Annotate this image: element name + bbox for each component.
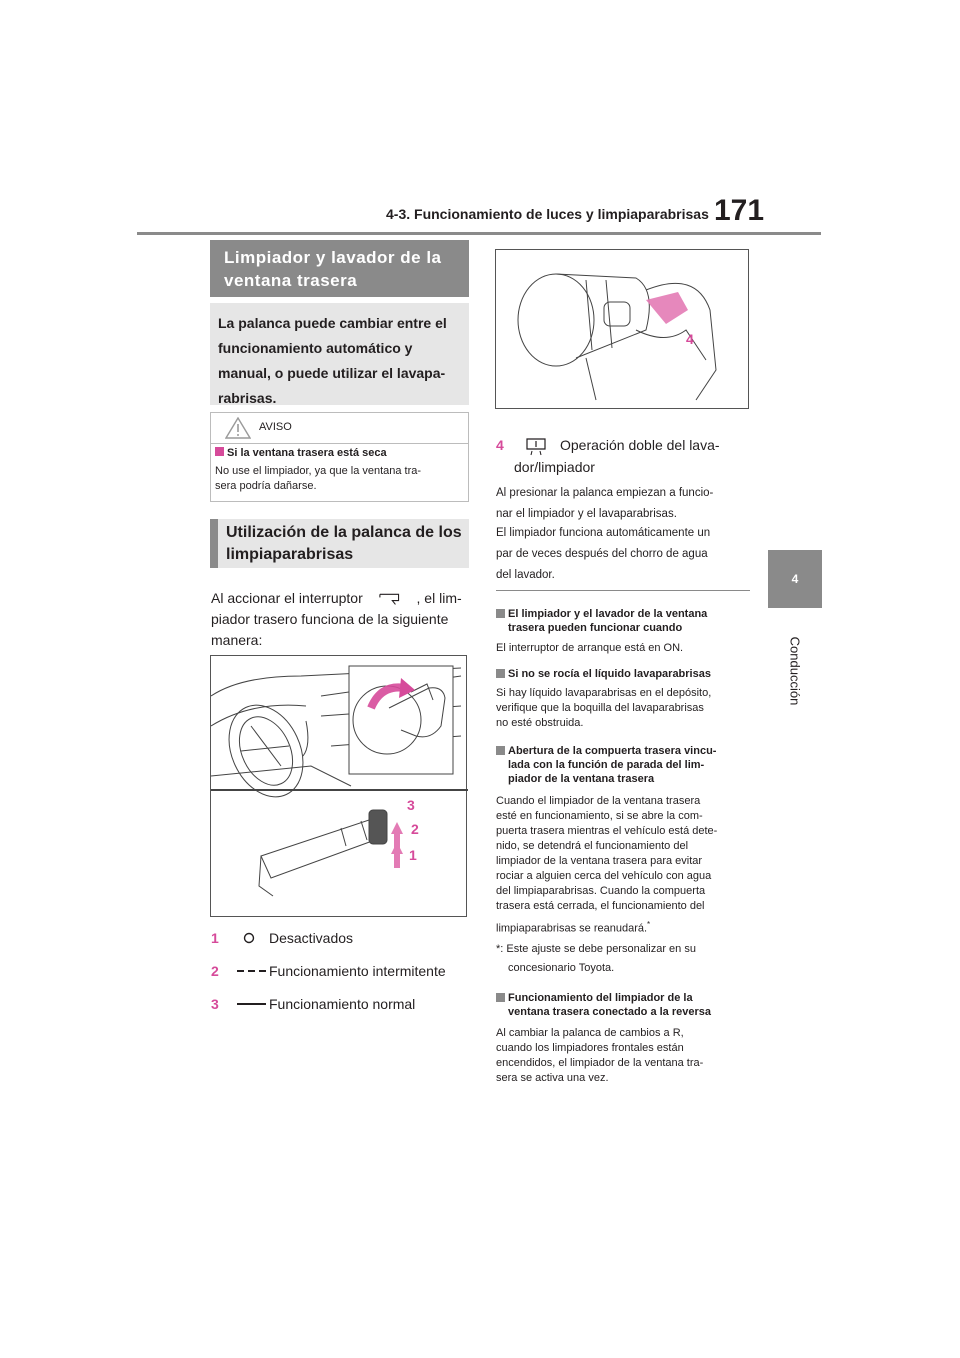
chapter-tab-number: 4 <box>768 550 822 608</box>
chapter-section-title: 4-3. Funcionamiento de luces y limpiaparabrisas <box>386 206 709 222</box>
lever-illustration <box>210 655 467 917</box>
section-heading-rear-wiper: Limpiador y lavador de la ventana trasera <box>210 240 469 297</box>
warning-triangle-icon <box>225 417 251 439</box>
chapter-tab-label: Conducción <box>787 636 803 706</box>
back-door-text: Cuando el limpiador de la ventana trasera esté en funcionamiento, si se abre la com- puerta trasera mientras el vehículo está dete- nido, se detendrá el funcionamiento del limpiador de la ventana trasera para evitar rociar a alguien cerca del vehículo con agua del limpiaparabrisas. Cuando la compuerta trasera está cerrada, el funcionamiento del limpiaparabrisas se reanudará.* <box>496 795 718 935</box>
divider <box>496 590 750 591</box>
intermittent-symbol-icon <box>237 968 267 974</box>
conditions-text: El interruptor de arranque está en ON. <box>496 642 684 654</box>
subheading-conditions: El limpiador y el lavador de la ventana trasera pueden funcionar cuando <box>496 607 750 635</box>
lever-paragraph: Al accionar el interruptor , el lim- piador trasero funciona de la siguiente manera: <box>211 590 462 648</box>
callout-3: 3 <box>407 797 415 813</box>
header-rule <box>137 232 821 235</box>
no-fluid-text: Si hay líquido lavaparabrisas en el depósito, verifique que la boquilla del lavaparabrisas no esté obstruida. <box>496 687 712 729</box>
off-symbol-icon <box>243 932 255 944</box>
bullet-square-icon <box>496 993 505 1002</box>
bullet-square-icon <box>215 447 224 456</box>
washer-paragraph-2: El limpiador funciona automáticamente un par de veces después del chorro de agua del lavador. <box>496 527 711 581</box>
warning-text: No use el limpiador, ya que la ventana tra- sera podría dañarse. <box>215 465 422 492</box>
subheading-back-door: Abertura de la compuerta trasera vincu- lada con la función de parada del lim- piador de la ventana trasera <box>496 744 750 786</box>
item-4-text: Operación doble del lava- <box>560 437 720 453</box>
page-number: 171 <box>714 194 765 227</box>
washer-lever-illustration <box>495 249 749 409</box>
rear-window-wiper-icon <box>367 592 413 606</box>
warning-label: AVISO <box>259 421 292 433</box>
callout-1: 1 <box>409 847 417 863</box>
normal-symbol-icon <box>237 1001 267 1007</box>
bullet-square-icon <box>496 746 505 755</box>
footnote: *: Este ajuste se debe personalizar en su concesionario Toyota. <box>496 943 696 974</box>
warning-box <box>210 412 469 502</box>
bullet-square-icon <box>496 669 505 678</box>
bullet-square-icon <box>496 609 505 618</box>
callout-4: 4 <box>686 331 694 347</box>
washer-paragraph-1: Al presionar la palanca empiezan a funcio- nar el limpiador y el lavaparabrisas. <box>496 487 714 520</box>
item-4-text-cont: dor/limpiador <box>514 459 595 475</box>
subheading-reverse: Funcionamiento del limpiador de la ventana trasera conectado a la reversa <box>496 991 750 1019</box>
footnote-mark: * <box>647 920 651 929</box>
reverse-text: Al cambiar la palanca de cambios a R, cuando los limpiadores frontales están encendidos, el limpiador de la ventana tra- sera se activa una vez. <box>496 1027 704 1084</box>
callout-2: 2 <box>411 821 419 837</box>
subheading-no-fluid: Si no se rocía el líquido lavaparabrisas <box>496 667 750 681</box>
washer-wiper-icon <box>524 436 548 456</box>
warning-subheading: Si la ventana trasera está seca <box>215 447 387 459</box>
item-4-number: 4 <box>496 437 504 453</box>
intro-box: La palanca puede cambiar entre el funcionamiento automático y manual, o puede utilizar el lavapa- rabrisas. <box>210 303 469 405</box>
section-heading-lever: Utilización de la palanca de los limpiaparabrisas <box>210 519 469 568</box>
